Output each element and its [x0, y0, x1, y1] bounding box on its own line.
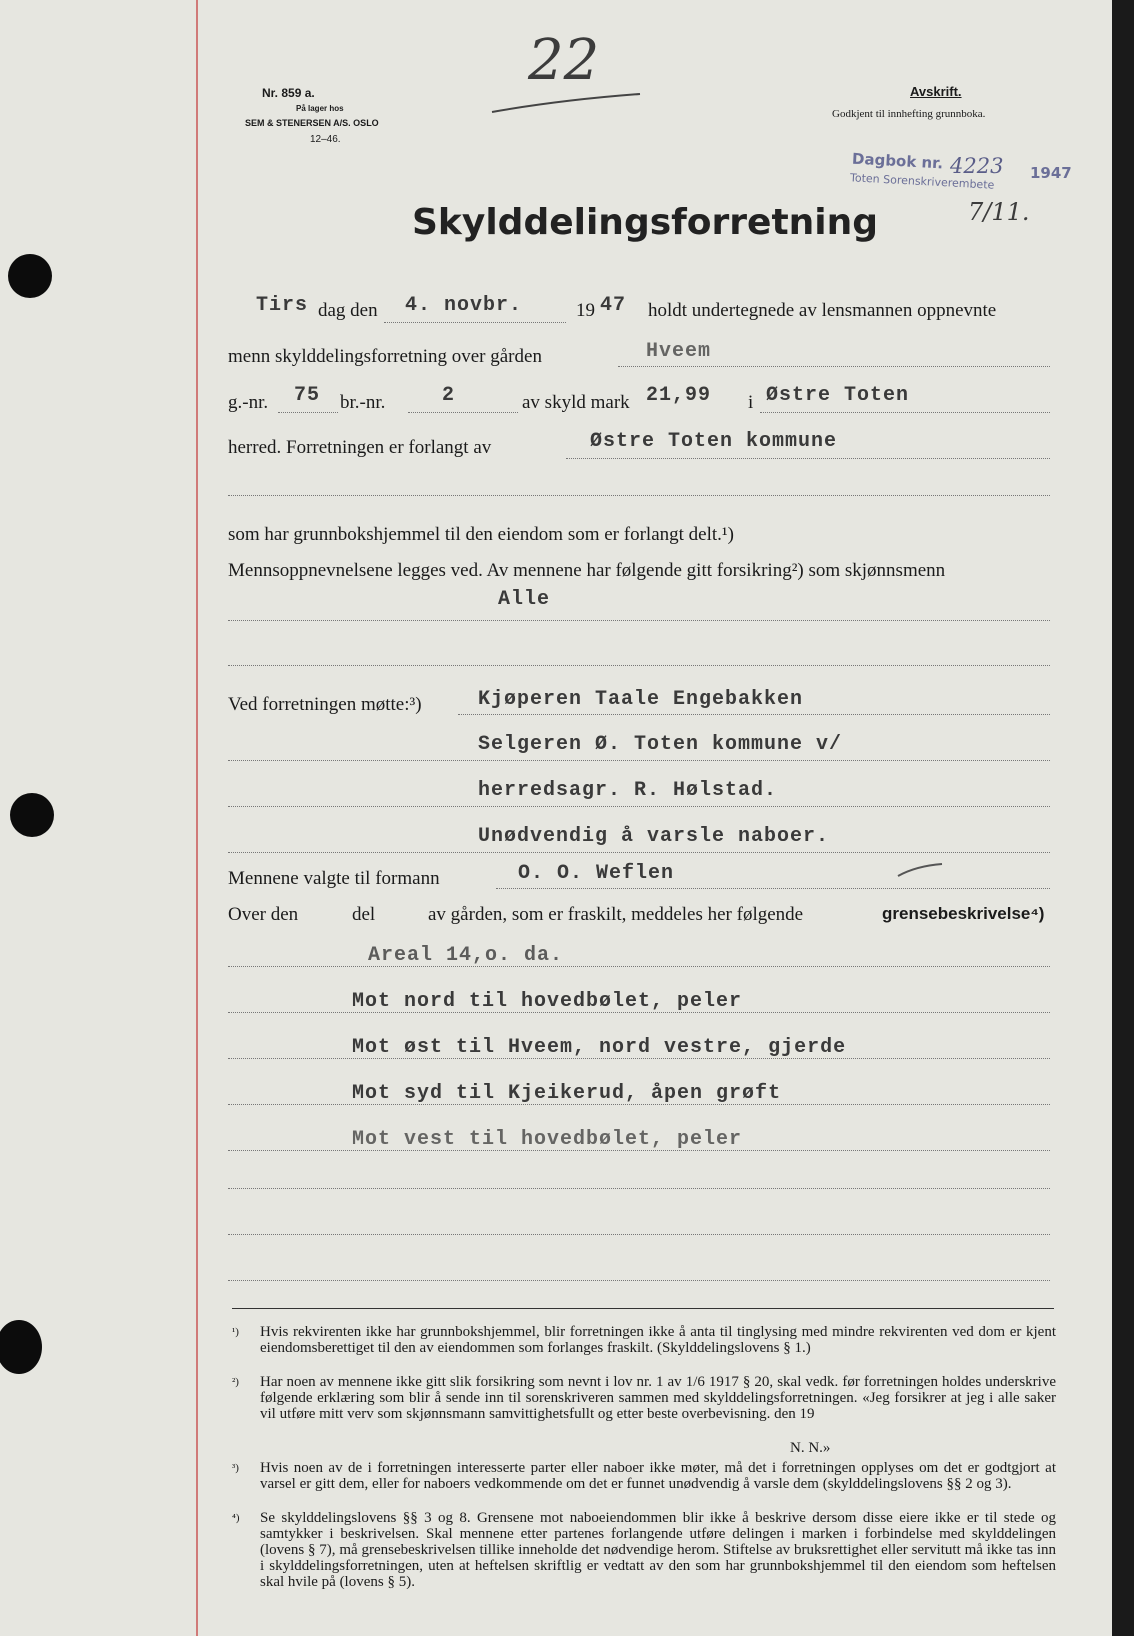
met-line-text: herredsagr. R. Hølstad.: [478, 779, 778, 802]
boundary-heading: grensebeskrivelse⁴): [882, 904, 1045, 923]
line1-text: holdt undertegnede av lensmannen oppnevnte: [648, 300, 997, 321]
municipality-value: Østre Toten: [766, 384, 910, 407]
pen-stroke: [896, 860, 946, 880]
footnote-mark: ³): [232, 1462, 239, 1474]
requested-line: [566, 458, 1050, 459]
margin-line: [196, 0, 198, 1636]
requested-by-value: Østre Toten kommune: [590, 430, 838, 453]
footnote-mark: ⁴): [232, 1512, 240, 1524]
weekday-value: Tirs: [256, 294, 309, 317]
punch-hole: [10, 793, 54, 837]
bnr-label: br.-nr.: [340, 392, 386, 413]
boundary-text: Areal 14,o. da.: [368, 944, 564, 967]
met-line: [228, 760, 1050, 761]
boundary-text: Mot nord til hovedbølet, peler: [352, 990, 743, 1013]
over-label: Over den: [228, 904, 299, 925]
publisher-line: SEM & STENERSEN A/S. OSLO: [245, 118, 379, 128]
met-line: [228, 852, 1050, 853]
boundary-text: Mot vest til hovedbølet, peler: [352, 1128, 743, 1151]
line2-label: menn skylddelingsforretning over gården: [228, 346, 542, 367]
gnr-value: 75: [294, 384, 321, 407]
met-line-text: Kjøperen Taale Engebakken: [478, 688, 804, 711]
date-line: [384, 322, 566, 323]
met-line-text: Selgeren Ø. Toten kommune v/: [478, 733, 843, 756]
journal-stamp-label: Dagbok nr.: [851, 149, 944, 173]
herred-label: herred. Forretningen er forlangt av: [228, 437, 492, 458]
bnr-value: 2: [442, 384, 456, 407]
blank-line: [228, 1188, 1050, 1189]
met-line: [228, 806, 1050, 807]
year-prefix: 19: [576, 300, 595, 321]
skyld-label: av skyld mark: [522, 392, 630, 413]
over-del-label: del: [352, 904, 376, 925]
page-number: 22: [528, 28, 600, 93]
forsikring-value: Alle: [498, 588, 551, 611]
met-line: [458, 714, 1050, 715]
page-number-underline: [490, 90, 650, 118]
journal-year: 1947: [1030, 164, 1072, 182]
blank-line: [228, 1280, 1050, 1281]
farm-value: Hveem: [646, 340, 712, 363]
dag-den-label: dag den: [318, 300, 378, 321]
i-label: i: [748, 392, 754, 413]
year-suffix: 47: [600, 294, 627, 317]
publisher-date: 12–46.: [310, 134, 341, 145]
boundary-text: Mot syd til Kjeikerud, åpen grøft: [352, 1082, 782, 1105]
form-number: Nr. 859 a.: [262, 86, 315, 100]
journal-number: 4223: [950, 154, 1004, 178]
punch-hole: [8, 254, 52, 298]
mennsoppnevnelse-text: Mennsoppnevnelsene legges ved. Av mennene har følgende gitt forsikring²) som skjønnsmenn: [228, 560, 946, 581]
skyld-value: 21,99: [646, 384, 712, 407]
footnote-text: Se skylddelingslovens §§ 3 og 8. Grensene mot naboeiendommen blir ikke å beskrive dersom disse eiere ikke er til stede og samtykker i beskrivelsen. Skal mennene etter partenes forlangende utføre delingen i marken i forbindelse med skylddelingen (lovens § 7), må grensebeskrivelsen tillike inneholde det nødvendige herom. Stiftelse av bruksrettighet eller servitutt må ikke tas inn i skylddelingsforretningen, uten at heftelsen skriftlig er vedtatt av den som har grunnbokshjemmel til den eiendom som heftelsen skal hvile på (lovens § 5).: [260, 1510, 1056, 1590]
chair-label: Mennene valgte til formann: [228, 868, 440, 889]
blank-line: [228, 495, 1050, 496]
document-title: Skylddelingsforretning: [412, 202, 879, 243]
footnote-signature: N. N.»: [790, 1440, 831, 1456]
blank-line: [228, 620, 1050, 621]
punch-hole: [0, 1320, 42, 1374]
met-line-text: Unødvendig å varsle naboer.: [478, 825, 830, 848]
footnote-mark: ¹): [232, 1326, 239, 1338]
footnote-text: Hvis rekvirenten ikke har grunnbokshjemmel, blir forretningen ikke å anta til tinglysing med mindre rekvirenten ved dom er kjent eiendomsberettiget til den av eiendommen som forlanges fraskilt. (Skylddelingslovens § 1.): [260, 1324, 1056, 1356]
stamp-date: 7/11.: [968, 198, 1030, 226]
gnr-line: [278, 412, 338, 413]
boundary-line: [228, 966, 1050, 967]
municipality-line: [760, 412, 1050, 413]
boundary-text: Mot øst til Hveem, nord vestre, gjerde: [352, 1036, 847, 1059]
gnr-label: g.-nr.: [228, 392, 269, 413]
footnote-separator: [232, 1308, 1054, 1309]
over-rest-text: av gården, som er fraskilt, meddeles her følgende: [428, 904, 804, 925]
grunnbok-text: som har grunnbokshjemmel til den eiendom som er forlangt delt.¹): [228, 524, 734, 545]
blank-line: [228, 1234, 1050, 1235]
blank-line: [228, 665, 1050, 666]
approved-text: Godkjent til innhefting grunnboka.: [832, 108, 986, 120]
footnote-mark: ²): [232, 1376, 239, 1388]
met-label: Ved forretningen møtte:³): [228, 694, 422, 715]
office-stamp: Toten Sorenskriverembete: [849, 171, 995, 192]
chair-line: [496, 888, 1050, 889]
publisher-line: På lager hos: [296, 104, 344, 113]
date-value: 4. novbr.: [405, 294, 523, 317]
footnote-text: Har noen av mennene ikke gitt slik forsikring som nevnt i lov nr. 1 av 1/6 1917 § 20, skal vedk. før forretningen holdes underskrive følgende erklæring som blir å sende inn til sorenskriveren sammen med skylddelingsforretningen. «Jeg forsikrer at jeg i alle saker vil utføre mitt verv som skjønnsmann samvittighetsfullt og etter beste overbevisning. den 19: [260, 1374, 1056, 1422]
copy-label: Avskrift.: [910, 84, 962, 99]
farm-line: [618, 366, 1050, 367]
chair-value: O. O. Weflen: [518, 862, 675, 885]
bnr-line: [408, 412, 518, 413]
footnote-text: Hvis noen av de i forretningen interesserte parter eller naboer ikke møter, må det i forretningen opplyses om det er godtgjort at varsel er gitt dem, eller for naboers vedkommende om det er funnet unødvendig å varsle dem (skylddelingslovens §§ 2 og 3).: [260, 1460, 1056, 1492]
